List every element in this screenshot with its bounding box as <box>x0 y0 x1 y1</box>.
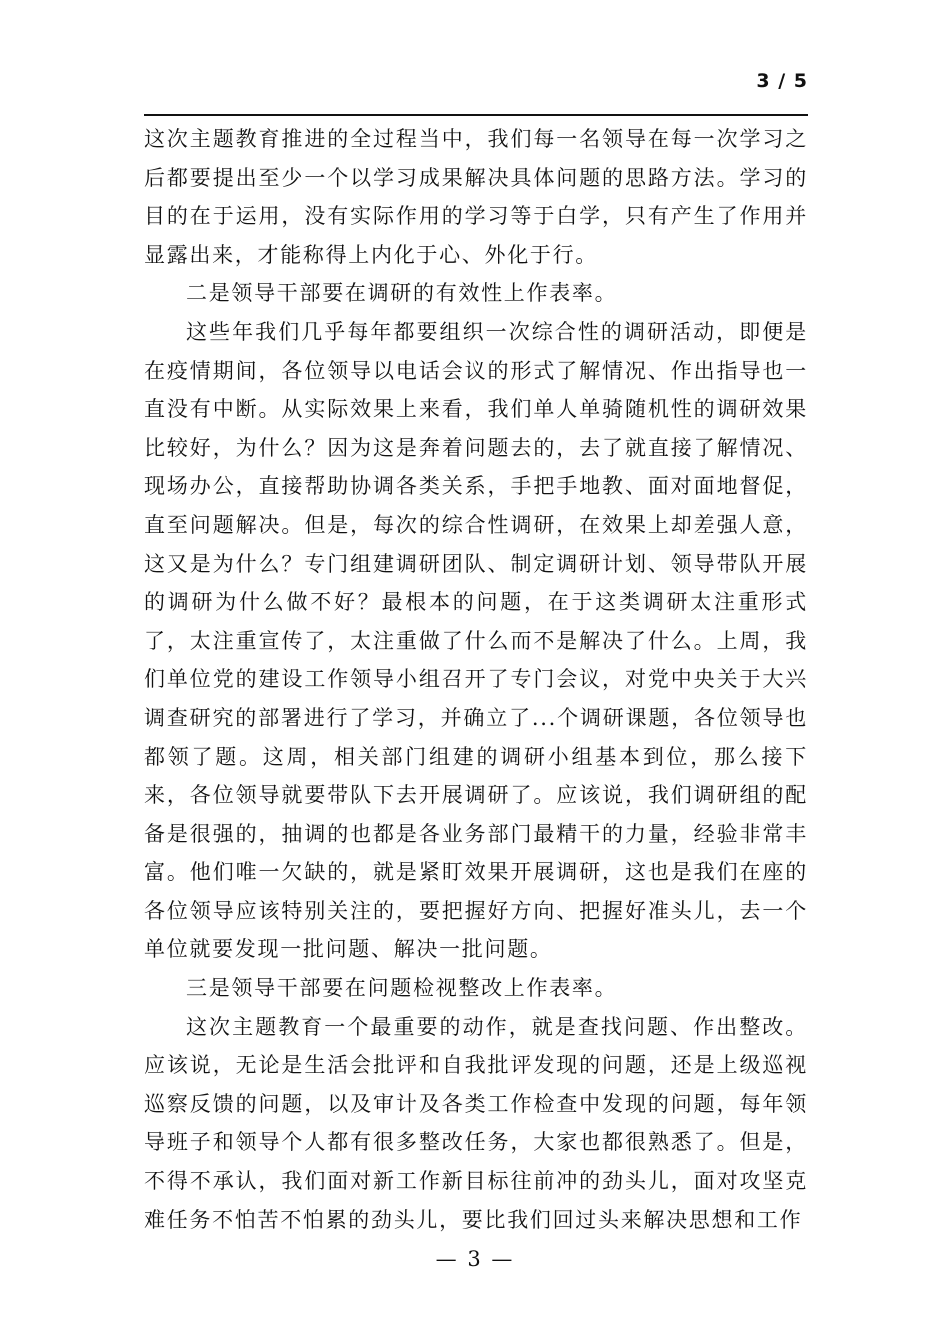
page-counter: 3 / 5 <box>756 70 808 92</box>
footer-page-number: — 3 — <box>435 1247 515 1271</box>
section-heading-2: 二是领导干部要在调研的有效性上作表率。 <box>186 281 618 306</box>
document-body <box>144 120 808 1239</box>
paragraph-rectification: 这次主题教育一个最重要的动作，就是查找问题、作出整改。应该说，无论是生活会批评和自我批评发现的问题，还是上级巡视巡察反馈的问题，以及审计及各类工作检查中发现的问题，每年领导班子和领导个人都有很多整改任务，大家也都很熟悉了。但是，不得不承认，我们面对新工作新目标往前冲的劲头儿，面对攻坚克难任务不怕苦不怕累的劲头儿，要比我们回过头来解决思想和工作 <box>144 1014 808 1232</box>
paragraph-research: 这些年我们几乎每年都要组织一次综合性的调研活动，即便是在疫情期间，各位领导以电话会议的形式了解情况、作出指导也一直没有中断。从实际效果上来看，我们单人单骑随机性的调研效果比较好，为什么？因为这是奔着问题去的，去了就直接了解情况、现场办公，直接帮助协调各类关系，手把手地教、面对面地督促，直至问题解决。但是，每次的综合性调研，在效果上却差强人意，这又是为什么？专门组建调研团队、制定调研计划、领导带队开展的调研为什么做不好？最根本的问题，在于这类调研太注重形式了，太注重宣传了，太注重做了什么而不是解决了什么。上周，我们单位党的建设工作领导小组召开了专门会议，对党中央关于大兴调查研究的部署进行了学习，并确立了...个调研课题，各位领导也都领了题。这周，相关部门组建的调研小组基本到位，那么接下来，各位领导就要带队下去开展调研了。应该说，我们调研组的配备是很强的，抽调的也都是各业务部门最精干的力量，经验非常丰富。他们唯一欠缺的，就是紧盯效果开展调研，这也是我们在座的各位领导应该特别关注的，要把握好方向、把握好准头儿，去一个单位就要发现一批问题、解决一批问题。 <box>144 319 808 962</box>
header-divider <box>144 114 808 116</box>
section-heading-3: 三是领导干部要在问题检视整改上作表率。 <box>186 976 618 1001</box>
paragraph-continued: 这次主题教育推进的全过程当中，我们每一名领导在每一次学习之后都要提出至少一个以学习成果解决具体问题的思路方法。学习的目的在于运用，没有实际作用的学习等于白学，只有产生了作用并显露出来，才能称得上内化于心、外化于行。 <box>144 127 808 267</box>
